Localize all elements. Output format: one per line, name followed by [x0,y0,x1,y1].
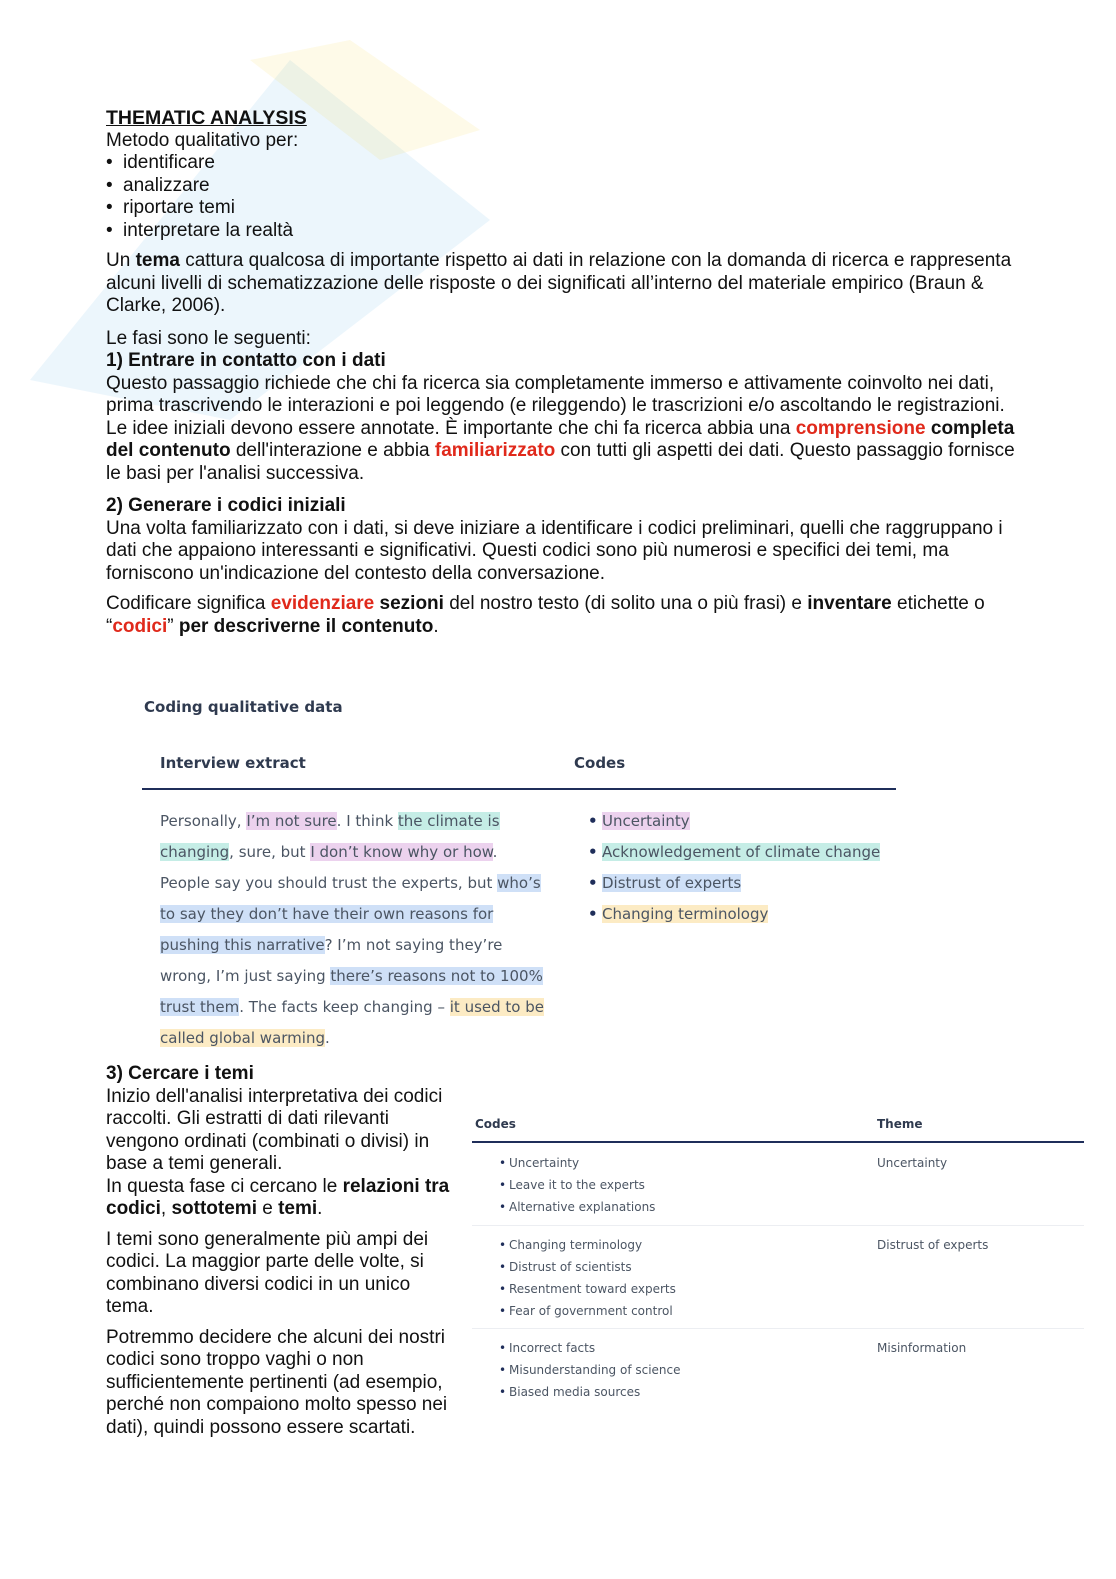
codes-list [588,806,881,930]
extract-text: . I think [336,812,398,830]
list-item: • identificare [106,152,1016,175]
code-label: Changing terminology [602,905,769,923]
codes-list [499,1152,656,1218]
row-divider [472,1225,1084,1226]
text-span: Questo passaggio richiede che chi fa ricerca sia completamente immerso e attivamente coinvolto nei dati, prima trascrivendo le interazioni e poi leggendo (e rileggendo) le trascrizioni e/o ascoltando le registrazioni. Le idee iniziali devono essere annotate. È importante che chi fa ricerca abbia una [106,372,1005,439]
header-rule [472,1141,1084,1143]
theme-label: Distrust of experts [877,1238,989,1252]
theme-definition [106,250,1016,318]
step2-paragraph: Una volta familiarizzato con i dati, si deve iniziare a identificare i codici preliminari, quelli che raggruppano i dati che appaiono interessanti e significativi. Questi codici sono più numerosi e specifici dei temi, ma forniscono un'indicazione del contesto della conversazione. [106,517,1003,584]
step3-heading: 3) Cercare i temi [106,1063,254,1084]
list-item: • Distrust of scientists [499,1260,632,1274]
extract-text: , sure, but [229,843,311,861]
list-item: • Misunderstanding of science [499,1363,681,1377]
figure-title: Coding qualitative data [144,698,343,716]
theme-label: Misinformation [877,1341,967,1355]
code-text: Biased media sources [509,1385,641,1399]
column-header-extract: Interview extract [160,754,306,772]
list-item: • Changing terminology [499,1238,643,1252]
codes-list [499,1337,681,1403]
list-item: • Alternative explanations [499,1200,656,1214]
extract-text: . [324,1029,330,1047]
list-item: • Acknowledgement of climate change [588,843,881,861]
code-text: Leave it to the experts [509,1178,645,1192]
keyword-descriverne: per descriverne il contenuto [173,615,434,637]
phases-intro: Le fasi sono le seguenti: [106,327,311,349]
main-text [106,107,1016,638]
code-text: Incorrect facts [509,1341,596,1355]
codes-list [499,1234,676,1322]
code-label: Uncertainty [602,812,690,830]
extract-text: . People say you should trust the experts, but [160,843,498,892]
keyword-temi: temi [278,1198,318,1219]
text-span: . [433,615,439,637]
list-item: • interpretare la realtà [106,220,1016,243]
code-text: Distrust of scientists [509,1260,632,1274]
list-item: • Resentment toward experts [499,1282,676,1296]
extract-text: Personally, [160,812,247,830]
text-span: Un [106,250,136,271]
keyword-familiarizzato: familiarizzato [434,440,556,461]
highlighted-segment: the climate is changing [160,812,500,861]
step3-section [106,1063,451,1439]
text-span: cattura qualcosa di importante rispetto ai dati in relazione con la domanda di ricerca e rappresenta alcuni livelli di schematizzazione delle risposte o dei significati all’interno del materiale empirico (Braun & Clarke, 2006). [106,250,1012,316]
list-item: • Fear of government control [499,1304,673,1318]
text-span: e [256,1198,279,1219]
highlighted-segment: there’s reasons not to 100% trust them [160,967,543,1016]
list-item: • Incorrect facts [499,1341,596,1355]
code-text: Misunderstanding of science [509,1363,681,1377]
code-label: Acknowledgement of climate change [602,843,881,861]
list-item: • Distrust of experts [588,874,742,892]
code-text: Fear of government control [509,1304,673,1318]
step3-paragraph-3: I temi sono generalmente più ampi dei codici. La maggior parte delle volte, si combinano diversi codici in un unico tema. [106,1228,429,1317]
step2-coding-paragraph [106,593,1016,638]
list-item: • riportare temi [106,197,1016,220]
step2-heading: 2) Generare i codici iniziali [106,495,346,516]
keyword-codici: codici [112,615,168,637]
row-divider [472,1328,1084,1329]
code-text: Changing terminology [509,1238,643,1252]
extract-text: ? I’m not saying they’re wrong, I’m just saying [160,936,503,985]
themes-table [472,1110,1086,1410]
keyword-sottotemi: sottotemi [171,1198,257,1219]
keyword-relazioni: relazioni tra codici [106,1175,450,1219]
text-span: In questa fase ci cercano le [106,1175,343,1197]
method-bullet-list [106,152,1016,242]
text-span: . [317,1198,323,1219]
code-text: Resentment toward experts [509,1282,676,1296]
step3-paragraph-2 [106,1176,451,1221]
keyword-comprensione: comprensione [795,417,926,439]
header-rule [142,788,896,790]
interview-extract [160,806,550,1054]
step1-heading: 1) Entrare in contatto con i dati [106,350,386,371]
intro-text: Metodo qualitativo per: [106,129,299,151]
highlighted-segment: I’m not sure [246,812,337,830]
step3-paragraph-4: Potremmo decidere che alcuni dei nostri codici sono troppo vaghi o non sufficientemente pertinenti (ad esempio, perché non compaiono molto spesso nei dati), quindi possono essere scartati. [106,1326,448,1438]
highlighted-segment: I don’t know why or how [310,843,493,861]
text-span: ” [167,615,174,637]
text-span: dell'interazione e abbia [230,440,435,461]
column-header-theme: Theme [877,1117,923,1131]
highlighted-segment: it used to be called global warming [160,998,544,1047]
keyword-sezioni: sezioni [374,593,444,614]
keyword-tema: tema [135,250,180,271]
keyword-completa: completa del contenuto [106,417,1015,461]
code-label: Distrust of experts [602,874,742,892]
coding-figure [142,690,942,1047]
list-item: • Leave it to the experts [499,1178,645,1192]
highlighted-segment: who’s to say they don’t have their own reasons for pushing this narrative [160,874,541,954]
text-span: Codificare significa [106,593,271,614]
list-item: • analizzare [106,175,1016,198]
text-span: del nostro testo (di solito una o più frasi) e [443,593,808,614]
column-header-codes: Codes [574,754,626,772]
code-text: Uncertainty [509,1156,580,1170]
code-text: Alternative explanations [509,1200,656,1214]
list-item: • Uncertainty [588,812,690,830]
keyword-inventare: inventare [807,593,892,614]
text-span: , [160,1198,172,1219]
text-span: con tutti gli aspetti dei dati. Questo passaggio fornisce le basi per l'analisi successiva. [106,440,1015,484]
page-title: THEMATIC ANALYSIS [106,107,307,129]
column-header-codes: Codes [475,1117,516,1131]
theme-label: Uncertainty [877,1156,948,1170]
list-item: • Uncertainty [499,1156,580,1170]
step1-paragraph [106,373,1016,486]
list-item: • Changing terminology [588,905,769,923]
text-span: etichette o “ [106,593,985,637]
list-item: • Biased media sources [499,1385,641,1399]
extract-text: . The facts keep changing – [239,998,450,1016]
step3-paragraph-1: Inizio dell'analisi interpretativa dei codici raccolti. Gli estratti di dati rilevanti vengono ordinati (combinati o divisi) in base a temi generali. [106,1085,443,1174]
keyword-evidenziare: evidenziare [270,593,375,614]
